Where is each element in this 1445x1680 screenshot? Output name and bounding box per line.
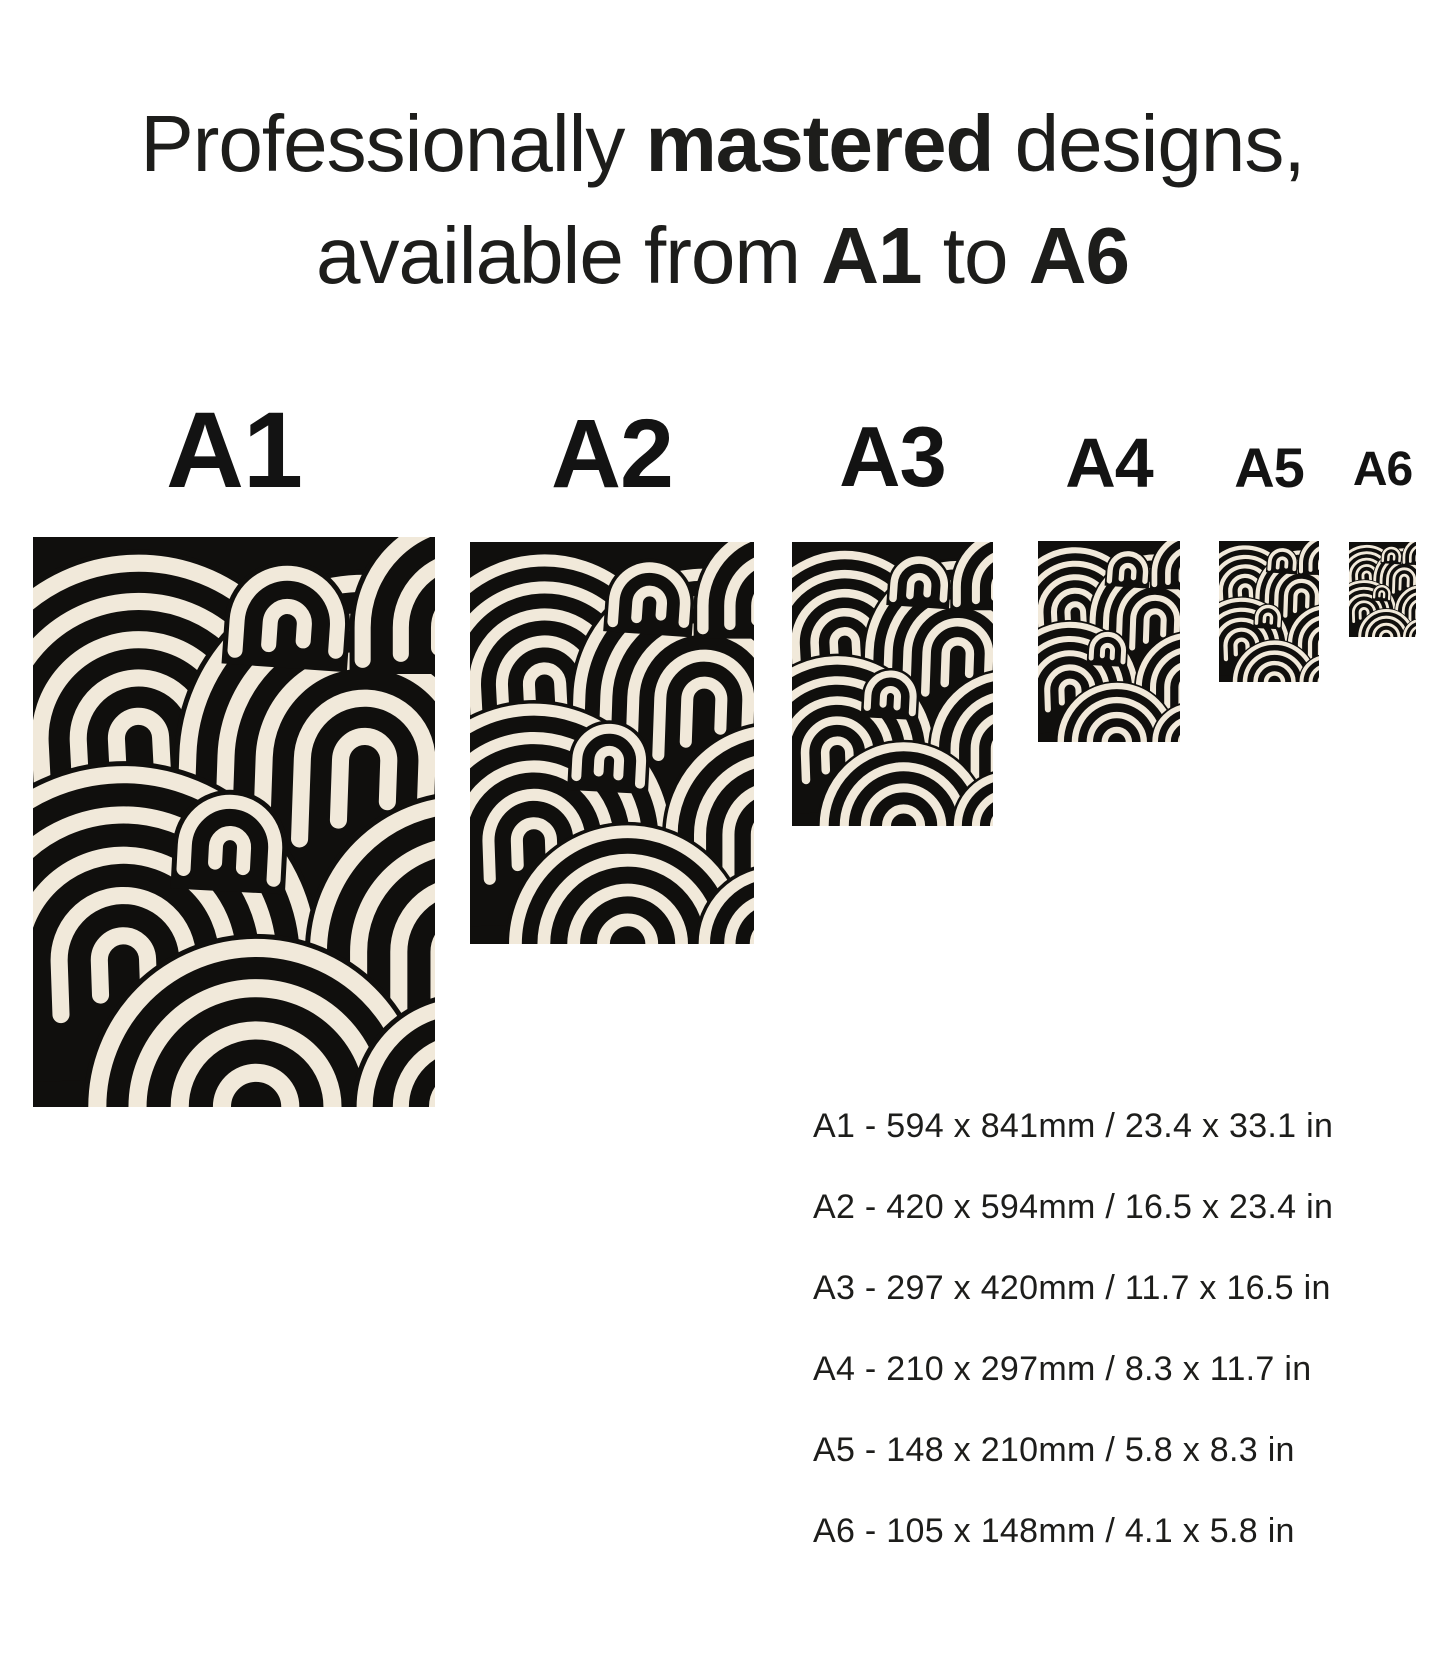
poster-a6: [1349, 542, 1416, 637]
size-spec-a4: A4 - 210 x 297mm / 8.3 x 11.7 in: [813, 1350, 1312, 1388]
page-title: [0, 88, 1445, 312]
poster-a4: [1038, 541, 1180, 742]
title-line-1-part-2: designs,: [993, 99, 1305, 188]
size-label-a5: A5: [1234, 436, 1304, 499]
poster-a3: [792, 542, 993, 826]
size-label-a3: A3: [839, 410, 946, 505]
size-spec-a6: A6 - 105 x 148mm / 4.1 x 5.8 in: [813, 1512, 1295, 1550]
title-line-2-part-2: to: [921, 211, 1029, 300]
size-spec-a1: A1 - 594 x 841mm / 23.4 x 33.1 in: [813, 1107, 1334, 1145]
title-line-2-part-1: A1: [821, 211, 922, 300]
title-line-2-part-0: available from: [316, 211, 822, 300]
title-line-1-part-1: mastered: [645, 99, 994, 188]
poster-a2: [470, 542, 754, 944]
poster-a5: [1219, 541, 1319, 682]
size-label-a1: A1: [165, 389, 303, 510]
size-label-a4: A4: [1065, 424, 1153, 502]
size-label-a2: A2: [551, 399, 673, 508]
size-spec-a3: A3 - 297 x 420mm / 11.7 x 16.5 in: [813, 1269, 1331, 1307]
size-spec-list: [813, 1108, 1333, 1594]
title-line-1: [0, 88, 1445, 200]
size-label-a6: A6: [1352, 443, 1413, 496]
title-line-2-part-3: A6: [1028, 211, 1129, 300]
poster-a1: [33, 537, 435, 1107]
title-line-2: [0, 200, 1445, 312]
size-spec-a2: A2 - 420 x 594mm / 16.5 x 23.4 in: [813, 1188, 1334, 1226]
size-spec-a5: A5 - 148 x 210mm / 5.8 x 8.3 in: [813, 1431, 1295, 1469]
title-line-1-part-0: Professionally: [140, 99, 646, 188]
